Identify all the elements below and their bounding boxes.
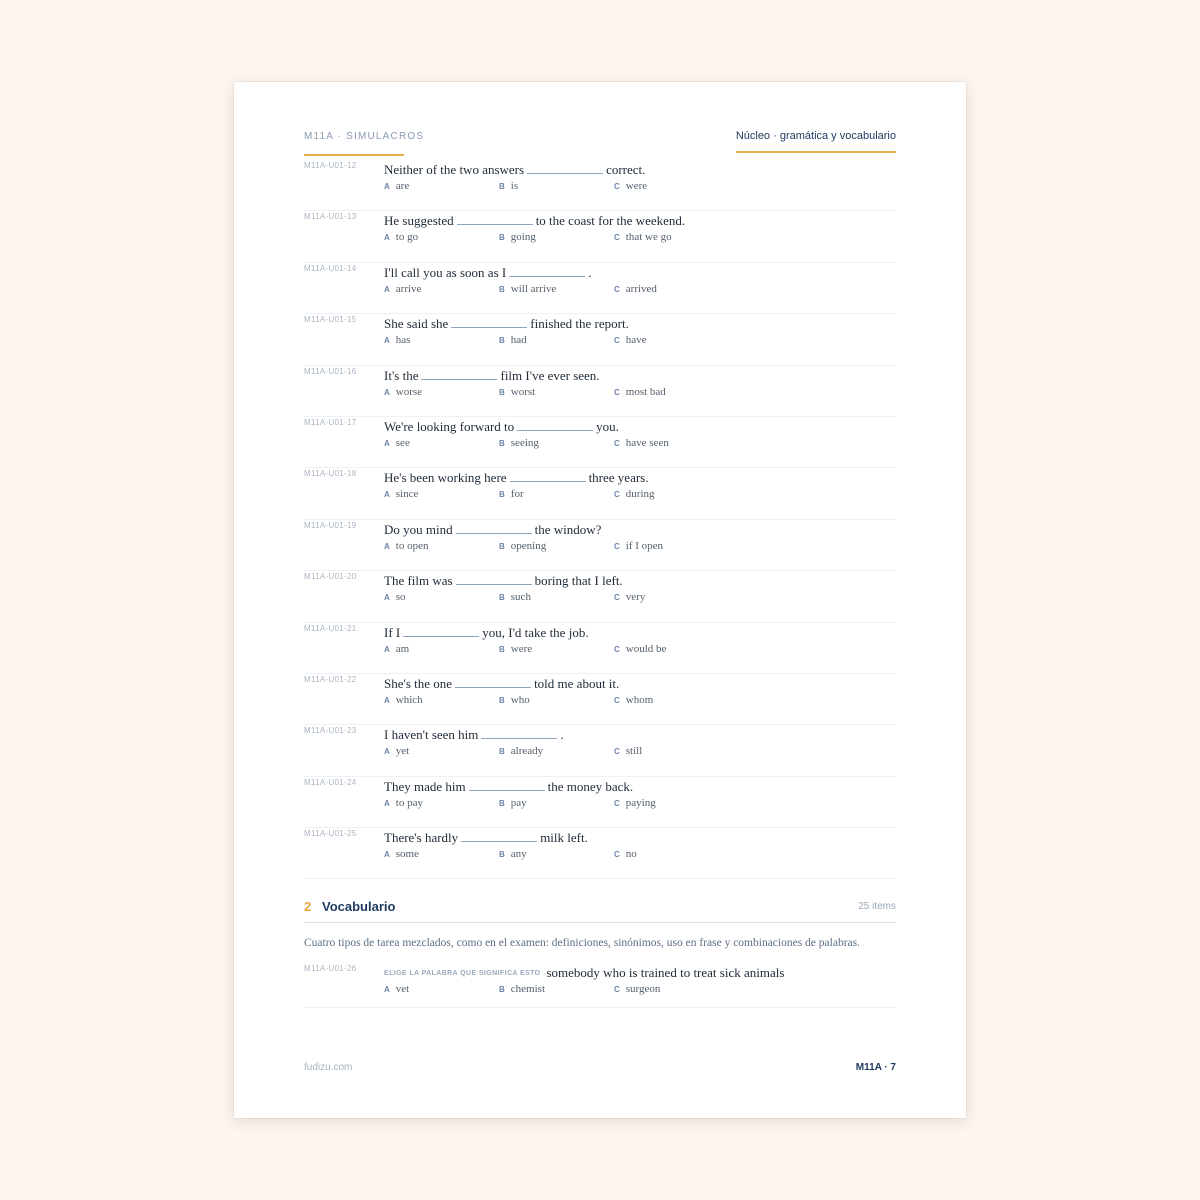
- question-before: They made him: [384, 778, 466, 794]
- item-id: M11A-U01-19: [304, 520, 357, 530]
- list-item: [304, 366, 896, 417]
- option-letter: B: [499, 336, 505, 346]
- footer-page-number: M11A · 7: [855, 1062, 896, 1073]
- option-letter: B: [499, 438, 505, 448]
- option-text: have: [625, 334, 647, 347]
- answer-blank[interactable]: [510, 472, 586, 482]
- option-letter: B: [499, 233, 505, 243]
- question-after: correct.: [606, 162, 646, 177]
- question-after: finished the report.: [530, 316, 629, 332]
- option-text: surgeon: [625, 983, 661, 996]
- answer-blank[interactable]: [469, 781, 545, 791]
- option-b[interactable]: [499, 437, 539, 449]
- option-a[interactable]: [384, 848, 419, 860]
- option-b[interactable]: [499, 488, 524, 500]
- list-item: [304, 725, 896, 776]
- option-text: arrive: [395, 282, 422, 295]
- item-id: M11A-U01-26: [304, 964, 357, 974]
- item-id: M11A-U01-21: [304, 623, 357, 633]
- item-question: [384, 316, 629, 332]
- option-letter: A: [384, 695, 390, 705]
- list-item: [304, 417, 896, 468]
- question-after: the window?: [534, 521, 602, 537]
- option-c[interactable]: [614, 334, 647, 346]
- option-text: vet: [395, 983, 410, 996]
- question-after: .: [560, 727, 564, 743]
- option-letter: B: [499, 593, 505, 603]
- option-c[interactable]: [614, 643, 666, 655]
- question-after: told me about it.: [534, 675, 620, 691]
- option-c[interactable]: [614, 231, 672, 243]
- option-a[interactable]: [384, 437, 410, 449]
- option-letter: B: [499, 747, 505, 757]
- grammar-item-list: [304, 160, 896, 879]
- option-text: during: [625, 488, 655, 501]
- option-letter: A: [384, 438, 390, 448]
- option-a[interactable]: [384, 797, 423, 809]
- option-letter: A: [384, 850, 390, 860]
- option-letter: A: [384, 182, 390, 191]
- item-question: [384, 213, 685, 229]
- option-a[interactable]: [384, 334, 410, 346]
- option-b[interactable]: [499, 180, 518, 192]
- option-text: had: [510, 334, 527, 347]
- option-letter: B: [499, 798, 505, 808]
- list-item: [304, 211, 896, 262]
- option-b[interactable]: [499, 283, 556, 295]
- option-letter: C: [614, 284, 620, 294]
- option-text: paying: [625, 796, 656, 809]
- question-before: Neither of the two answers: [384, 162, 525, 177]
- item-question: [384, 965, 784, 981]
- option-text: worst: [510, 385, 536, 398]
- option-text: seeing: [510, 436, 539, 449]
- option-text: to pay: [395, 796, 423, 809]
- option-a[interactable]: [384, 643, 409, 655]
- option-letter: C: [614, 593, 620, 603]
- option-text: no: [625, 848, 637, 861]
- option-c[interactable]: [614, 694, 653, 706]
- answer-blank[interactable]: [403, 627, 479, 637]
- option-text: most bad: [625, 385, 666, 398]
- section-heading: [304, 899, 896, 923]
- item-id: M11A-U01-24: [304, 777, 357, 787]
- answer-blank[interactable]: [527, 164, 603, 174]
- answer-blank[interactable]: [457, 215, 533, 225]
- question-after: boring that I left.: [534, 573, 623, 589]
- option-letter: C: [614, 438, 620, 448]
- question-after: the money back.: [547, 778, 634, 794]
- list-item: [304, 160, 896, 211]
- option-text: were: [510, 642, 533, 655]
- option-letter: B: [499, 985, 505, 995]
- list-item: [304, 571, 896, 622]
- option-c[interactable]: [614, 180, 647, 192]
- option-c[interactable]: [614, 591, 645, 603]
- option-a[interactable]: [384, 540, 428, 552]
- option-b[interactable]: [499, 386, 535, 398]
- option-b[interactable]: [499, 797, 527, 809]
- item-question: [384, 162, 645, 178]
- option-text: has: [395, 334, 411, 347]
- question-before: Do you mind: [384, 521, 453, 537]
- option-text: for: [510, 488, 524, 501]
- option-text: who: [510, 693, 530, 706]
- answer-blank[interactable]: [456, 524, 532, 534]
- question-before: She said she: [384, 316, 449, 332]
- worksheet-page: [234, 82, 966, 1118]
- answer-blank[interactable]: [421, 370, 497, 380]
- option-letter: A: [384, 747, 390, 757]
- item-question: [384, 779, 633, 795]
- option-text: if I open: [625, 539, 664, 552]
- answer-blank[interactable]: [461, 832, 537, 842]
- question-after: .: [588, 264, 592, 280]
- option-letter: B: [499, 387, 505, 397]
- question-before: I haven't seen him: [384, 727, 479, 743]
- item-id: M11A-U01-13: [304, 212, 357, 222]
- option-c[interactable]: [614, 437, 669, 449]
- option-text: very: [625, 591, 646, 604]
- option-c[interactable]: [614, 540, 663, 552]
- option-text: am: [395, 642, 410, 655]
- option-letter: C: [614, 695, 620, 705]
- header-course-label: M11A · SIMULACROS: [304, 131, 404, 156]
- option-b[interactable]: [499, 848, 527, 860]
- question-after: milk left.: [540, 830, 588, 846]
- question-before: If I: [384, 624, 401, 640]
- option-text: pay: [510, 796, 527, 809]
- option-letter: C: [614, 233, 620, 243]
- item-instruction: ELIGE LA PALABRA QUE SIGNIFICA ESTO: [384, 970, 541, 978]
- question-after: you, I'd take the job.: [482, 624, 589, 640]
- question-before: The film was: [384, 573, 453, 589]
- option-letter: A: [384, 233, 390, 243]
- item-id: M11A-U01-20: [304, 572, 357, 582]
- option-text: any: [510, 848, 527, 861]
- option-text: yet: [395, 745, 410, 758]
- option-c[interactable]: [614, 386, 666, 398]
- option-b[interactable]: [499, 643, 532, 655]
- question-after: to the coast for the weekend.: [535, 213, 686, 229]
- option-letter: A: [384, 284, 390, 294]
- option-b[interactable]: [499, 591, 531, 603]
- item-id: M11A-U01-16: [304, 366, 357, 376]
- question-before: I'll call you as soon as I: [384, 264, 507, 280]
- option-letter: C: [614, 850, 620, 860]
- option-text: arrived: [625, 282, 657, 295]
- option-letter: A: [384, 985, 390, 995]
- item-question: [384, 265, 591, 281]
- item-question: [384, 727, 564, 743]
- answer-blank[interactable]: [509, 267, 585, 277]
- option-c[interactable]: [614, 983, 660, 995]
- question-before: There's hardly: [384, 830, 459, 846]
- option-letter: A: [384, 336, 390, 346]
- option-text: that we go: [625, 231, 672, 244]
- page-content: [304, 160, 896, 1008]
- option-text: such: [510, 591, 531, 604]
- option-b[interactable]: [499, 334, 527, 346]
- option-c[interactable]: [614, 488, 655, 500]
- item-question: [384, 625, 589, 641]
- option-a[interactable]: [384, 386, 422, 398]
- option-c[interactable]: [614, 797, 656, 809]
- header-section-label: Núcleo · gramática y vocabulario: [736, 130, 896, 153]
- option-text: would be: [625, 642, 667, 655]
- list-item: [304, 314, 896, 365]
- option-text: have seen: [625, 436, 669, 449]
- option-c[interactable]: [614, 283, 657, 295]
- list-item: [304, 623, 896, 674]
- option-a[interactable]: [384, 283, 421, 295]
- answer-blank[interactable]: [456, 575, 532, 585]
- option-text: were: [625, 180, 648, 192]
- option-text: which: [395, 693, 423, 706]
- list-item: [304, 468, 896, 519]
- option-c[interactable]: [614, 745, 642, 757]
- option-a[interactable]: [384, 231, 418, 243]
- option-a[interactable]: [384, 488, 418, 500]
- option-letter: B: [499, 695, 505, 705]
- section-number: 2: [304, 899, 312, 915]
- option-b[interactable]: [499, 694, 530, 706]
- option-letter: C: [614, 336, 620, 346]
- option-letter: B: [499, 541, 505, 551]
- option-letter: B: [499, 644, 505, 654]
- option-text: worse: [395, 385, 423, 398]
- option-a[interactable]: [384, 983, 409, 995]
- section-description: Cuatro tipos de tarea mezclados, como en el examen: definiciones, sinónimos, uso en frase y combinaciones de palabras.: [304, 937, 860, 950]
- option-b[interactable]: [499, 745, 543, 757]
- option-b[interactable]: [499, 231, 536, 243]
- option-text: are: [395, 180, 410, 192]
- item-id: M11A-U01-25: [304, 829, 357, 839]
- option-letter: B: [499, 490, 505, 500]
- option-text: chemist: [510, 983, 545, 996]
- list-item: [304, 777, 896, 828]
- item-question: [384, 830, 588, 846]
- item-id: M11A-U01-12: [304, 161, 357, 170]
- option-letter: A: [384, 798, 390, 808]
- option-text: to open: [395, 539, 429, 552]
- answer-blank[interactable]: [455, 678, 531, 688]
- item-question: [384, 419, 619, 435]
- option-text: whom: [625, 693, 654, 706]
- question-before: It's the: [384, 367, 419, 383]
- option-letter: A: [384, 593, 390, 603]
- option-letter: C: [614, 985, 620, 995]
- item-question: [384, 573, 623, 589]
- option-text: since: [395, 488, 419, 501]
- option-a[interactable]: [384, 745, 409, 757]
- option-text: is: [510, 180, 519, 192]
- list-item: [304, 828, 896, 879]
- option-b[interactable]: [499, 983, 545, 995]
- option-b[interactable]: [499, 540, 546, 552]
- option-letter: A: [384, 644, 390, 654]
- footer-site: fudizu.com: [304, 1062, 353, 1073]
- option-letter: A: [384, 387, 390, 397]
- answer-blank[interactable]: [481, 729, 557, 739]
- option-letter: B: [499, 284, 505, 294]
- question-before: He suggested: [384, 213, 454, 229]
- answer-blank[interactable]: [517, 421, 593, 431]
- option-c[interactable]: [614, 848, 637, 860]
- option-letter: A: [384, 541, 390, 551]
- option-letter: C: [614, 490, 620, 500]
- item-id: M11A-U01-14: [304, 263, 357, 273]
- item-id: M11A-U01-18: [304, 469, 357, 479]
- option-text: to go: [395, 231, 419, 244]
- question-before: We're looking forward to: [384, 418, 515, 434]
- option-letter: C: [614, 541, 620, 551]
- option-a[interactable]: [384, 180, 409, 192]
- item-question: [384, 522, 601, 538]
- vocab-item: [304, 963, 896, 1008]
- question-before: She's the one: [384, 675, 453, 691]
- option-text: will arrive: [510, 282, 557, 295]
- list-item: [304, 520, 896, 571]
- option-letter: C: [614, 182, 620, 191]
- answer-blank[interactable]: [451, 318, 527, 328]
- option-letter: A: [384, 490, 390, 500]
- option-letter: B: [499, 850, 505, 860]
- question-after: you.: [596, 418, 619, 434]
- option-letter: C: [614, 798, 620, 808]
- option-letter: C: [614, 747, 620, 757]
- item-question: [384, 470, 648, 486]
- option-text: so: [395, 591, 406, 604]
- option-a[interactable]: [384, 694, 423, 706]
- option-text: opening: [510, 539, 547, 552]
- option-letter: C: [614, 644, 620, 654]
- question-before: He's been working here: [384, 470, 507, 486]
- option-a[interactable]: [384, 591, 406, 603]
- item-question: [384, 368, 600, 384]
- section-title: Vocabulario: [322, 899, 396, 915]
- option-text: see: [395, 436, 410, 449]
- item-id: M11A-U01-17: [304, 417, 357, 427]
- option-letter: C: [614, 387, 620, 397]
- item-prompt: somebody who is trained to treat sick animals: [546, 965, 785, 981]
- option-text: some: [395, 848, 420, 861]
- option-letter: B: [499, 182, 505, 191]
- option-text: going: [510, 231, 536, 244]
- question-after: three years.: [588, 470, 649, 486]
- item-id: M11A-U01-22: [304, 674, 357, 684]
- list-item: [304, 674, 896, 725]
- option-text: still: [625, 745, 643, 758]
- item-id: M11A-U01-15: [304, 315, 357, 325]
- item-question: [384, 676, 619, 692]
- section-item-count: 25 items: [858, 901, 896, 913]
- question-after: film I've ever seen.: [500, 367, 600, 383]
- option-text: already: [510, 745, 544, 758]
- list-item: [304, 263, 896, 314]
- item-id: M11A-U01-23: [304, 726, 357, 736]
